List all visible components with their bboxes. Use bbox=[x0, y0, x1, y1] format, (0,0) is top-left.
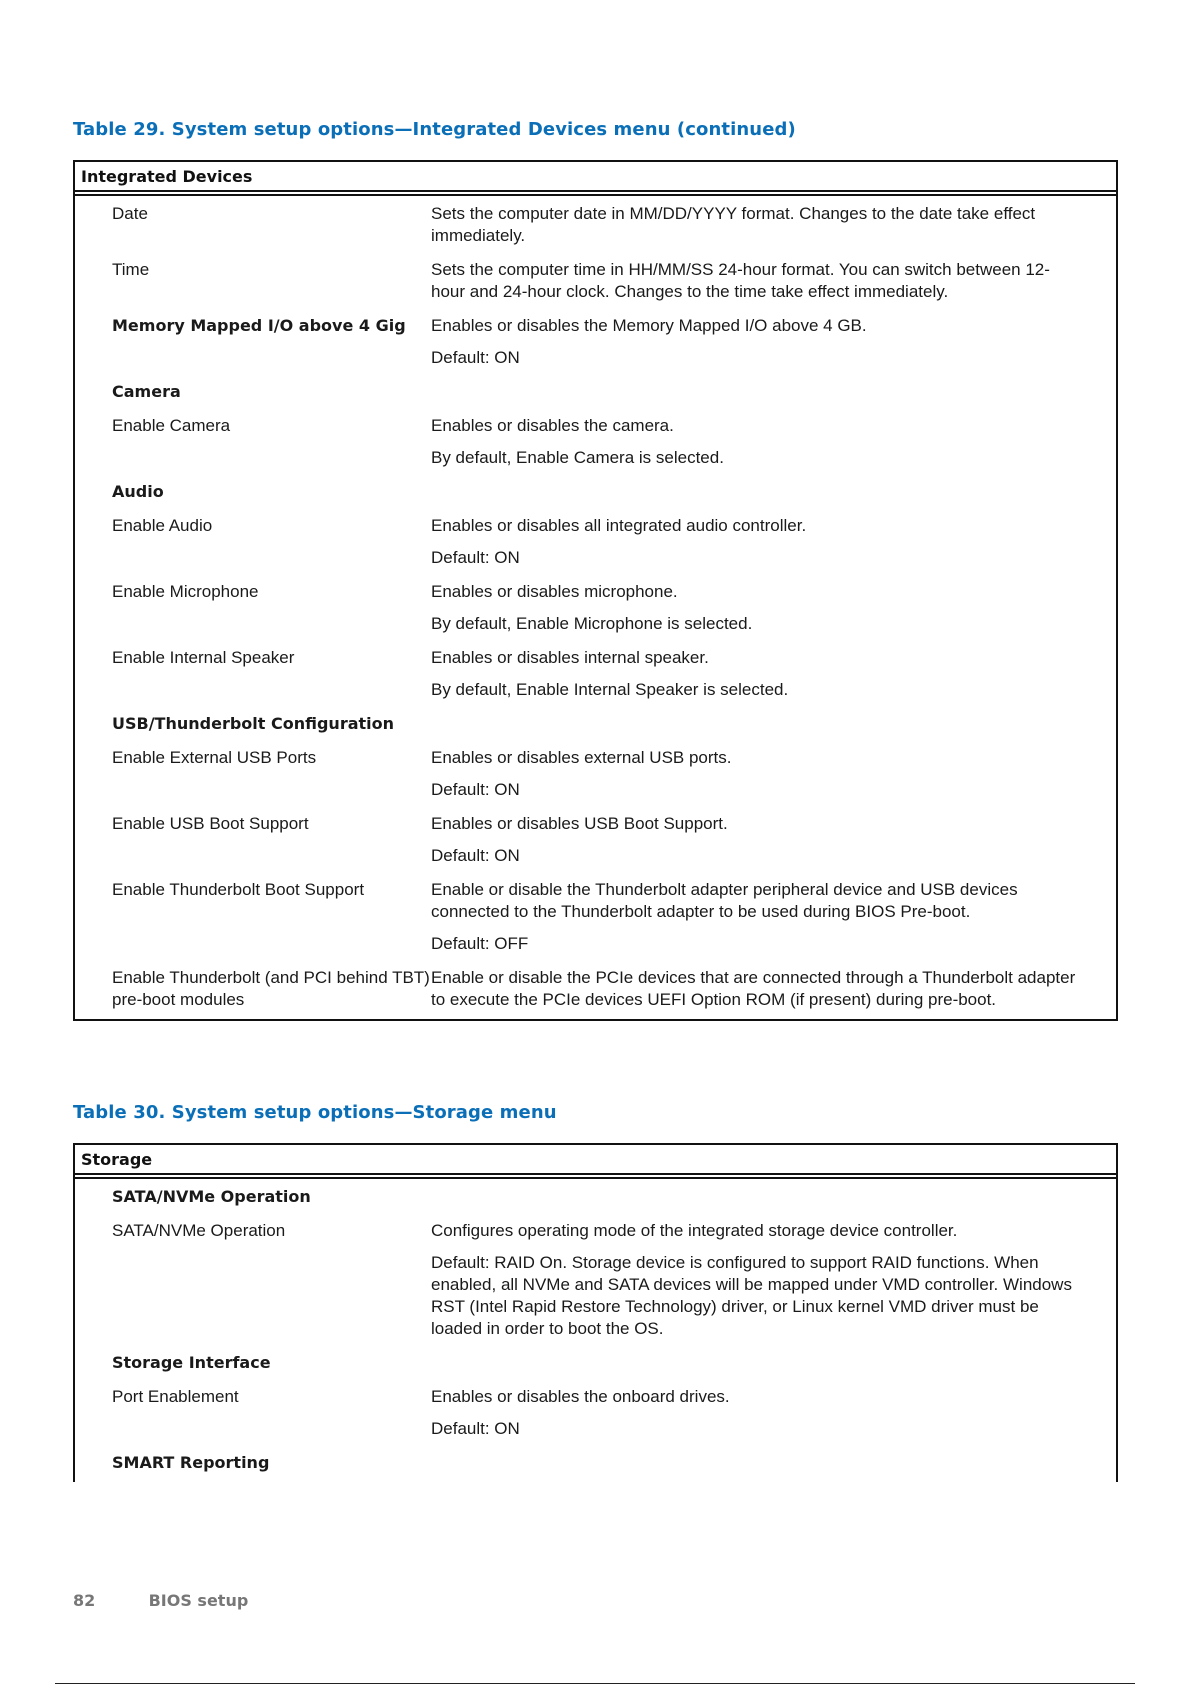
section-heading-row bbox=[75, 481, 1116, 503]
table-row bbox=[75, 647, 1116, 701]
option-label: Enable Thunderbolt Boot Support bbox=[112, 880, 365, 899]
option-description bbox=[431, 1352, 1079, 1374]
footer-section-title: BIOS setup bbox=[148, 1591, 249, 1610]
option-description-text: Enables or disables the Memory Mapped I/O above 4 GB. bbox=[431, 316, 867, 335]
page-footer bbox=[73, 1591, 248, 1610]
option-description bbox=[431, 1186, 1079, 1208]
option-description bbox=[431, 581, 1079, 635]
option-description-text: Default: ON bbox=[431, 348, 520, 367]
option-description-text: Default: ON bbox=[431, 846, 520, 865]
option-description-text: Enables or disables external USB ports. bbox=[431, 748, 732, 767]
option-label: Enable Thunderbolt (and PCI behind TBT) pre-boot modules bbox=[112, 968, 430, 1009]
option-description bbox=[431, 315, 1079, 369]
option-label: Enable Camera bbox=[112, 416, 231, 435]
option-description-text: Default: RAID On. Storage device is configured to support RAID functions. When enabled, all NVMe and SATA devices will be mapped under VMD controller. Windows RST (Intel Rapid Restore Technology) driver, or Linux kernel VMD driver must be loaded in order to boot the OS. bbox=[431, 1253, 1072, 1338]
table-row bbox=[75, 967, 1116, 1011]
option-description bbox=[431, 747, 1079, 801]
option-description-text: Enables or disables the onboard drives. bbox=[431, 1387, 730, 1406]
table-row bbox=[75, 747, 1116, 801]
table-row bbox=[75, 315, 1116, 369]
option-label: Enable Audio bbox=[112, 516, 213, 535]
table-row bbox=[75, 813, 1116, 867]
table-row bbox=[75, 415, 1116, 469]
table-row bbox=[75, 879, 1116, 955]
option-description-text: Enables or disables internal speaker. bbox=[431, 648, 709, 667]
option-description-text: Default: ON bbox=[431, 548, 520, 567]
option-description-text: Default: ON bbox=[431, 780, 520, 799]
option-description bbox=[431, 879, 1079, 955]
option-description-text: By default, Enable Internal Speaker is selected. bbox=[431, 680, 789, 699]
section-heading: Storage Interface bbox=[112, 1353, 271, 1372]
option-description-text: Enable or disable the Thunderbolt adapter peripheral device and USB devices connected to the Thunderbolt adapter to be used during BIOS Pre-boot. bbox=[431, 880, 1018, 921]
option-description-text: Configures operating mode of the integrated storage device controller. bbox=[431, 1221, 958, 1240]
option-label: Enable Internal Speaker bbox=[112, 648, 295, 667]
section-heading-row bbox=[75, 1452, 1116, 1474]
section-heading: Audio bbox=[112, 482, 164, 501]
option-label: Enable Microphone bbox=[112, 582, 259, 601]
table-row bbox=[75, 203, 1116, 247]
option-description bbox=[431, 967, 1079, 1011]
table-29 bbox=[73, 160, 1118, 1021]
section-heading: USB/Thunderbolt Configuration bbox=[112, 714, 395, 733]
section-heading-row bbox=[75, 1352, 1116, 1374]
option-description bbox=[431, 515, 1079, 569]
option-description-text: Enables or disables the camera. bbox=[431, 416, 674, 435]
table-30 bbox=[73, 1143, 1118, 1482]
option-description-text: Sets the computer time in HH/MM/SS 24-hour format. You can switch between 12-hour and 24-hour clock. Changes to the time take effect immediately. bbox=[431, 260, 1050, 301]
option-description-text: Default: OFF bbox=[431, 934, 529, 953]
option-description-text: By default, Enable Microphone is selected. bbox=[431, 614, 753, 633]
option-description bbox=[431, 813, 1079, 867]
table-29-body bbox=[75, 194, 1116, 1019]
table-row bbox=[75, 581, 1116, 635]
section-heading: SMART Reporting bbox=[112, 1453, 270, 1472]
option-description bbox=[431, 481, 1079, 503]
option-description bbox=[431, 381, 1079, 403]
table-30-header: Storage bbox=[75, 1143, 1116, 1175]
page-number: 82 bbox=[73, 1591, 96, 1610]
option-description bbox=[431, 647, 1079, 701]
section-heading-row bbox=[75, 381, 1116, 403]
table-29-caption: Table 29. System setup options—Integrated Devices menu (continued) bbox=[73, 119, 796, 140]
option-label: Enable External USB Ports bbox=[112, 748, 317, 767]
table-row bbox=[75, 515, 1116, 569]
table-row bbox=[75, 259, 1116, 303]
section-heading: Camera bbox=[112, 382, 181, 401]
section-heading-row bbox=[75, 1186, 1116, 1208]
section-heading: SATA/NVMe Operation bbox=[112, 1187, 311, 1206]
option-description bbox=[431, 415, 1079, 469]
option-description-text: Default: ON bbox=[431, 1419, 520, 1438]
option-description-text: By default, Enable Camera is selected. bbox=[431, 448, 724, 467]
option-description bbox=[431, 1386, 1079, 1440]
option-description bbox=[431, 259, 1079, 303]
table-30-caption: Table 30. System setup options—Storage menu bbox=[73, 1102, 557, 1123]
option-description bbox=[431, 1220, 1079, 1340]
option-description bbox=[431, 1452, 1079, 1474]
option-label: Time bbox=[112, 260, 150, 279]
option-label: Date bbox=[112, 204, 148, 223]
option-description bbox=[431, 713, 1079, 735]
option-description-text: Enables or disables all integrated audio controller. bbox=[431, 516, 807, 535]
table-row bbox=[75, 1220, 1116, 1340]
option-label: Memory Mapped I/O above 4 Gig bbox=[112, 316, 406, 335]
option-description-text: Sets the computer date in MM/DD/YYYY format. Changes to the date take effect immediately. bbox=[431, 204, 1036, 245]
table-29-header: Integrated Devices bbox=[75, 160, 1116, 192]
option-description-text: Enable or disable the PCIe devices that are connected through a Thunderbolt adapter to execute the PCIe devices UEFI Option ROM (if present) during pre-boot. bbox=[431, 968, 1076, 1009]
option-label: Enable USB Boot Support bbox=[112, 814, 309, 833]
option-label: Port Enablement bbox=[112, 1387, 239, 1406]
option-label: SATA/NVMe Operation bbox=[112, 1221, 286, 1240]
option-description bbox=[431, 203, 1079, 247]
section-heading-row bbox=[75, 713, 1116, 735]
table-30-body bbox=[75, 1177, 1116, 1482]
option-description-text: Enables or disables USB Boot Support. bbox=[431, 814, 728, 833]
option-description-text: Enables or disables microphone. bbox=[431, 582, 678, 601]
table-row bbox=[75, 1386, 1116, 1440]
